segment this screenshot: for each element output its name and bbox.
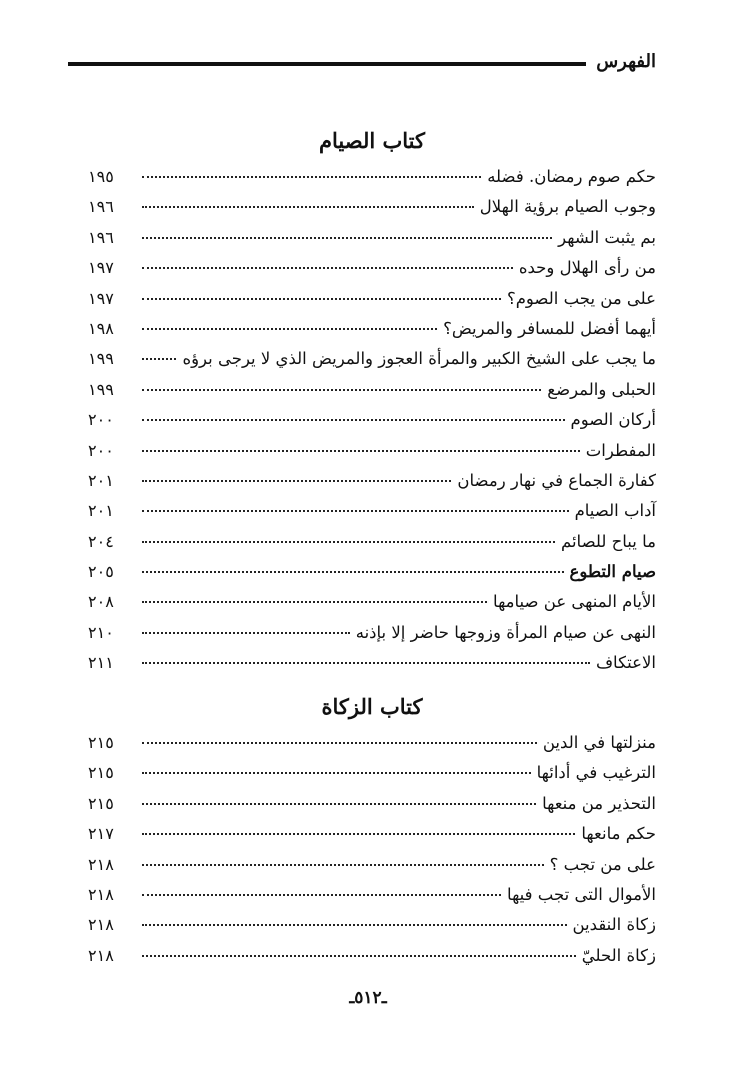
toc-entry-title: زكاة النقدين	[572, 915, 656, 935]
toc-entry	[88, 284, 656, 314]
toc-entry-page: ٢١٠	[88, 622, 114, 642]
section-title: كتاب الزكاة	[321, 694, 423, 719]
header-title: الفهرس	[596, 50, 656, 72]
dot-leader	[142, 632, 350, 634]
toc-entry-title: أركان الصوم	[570, 410, 656, 430]
dot-leader	[142, 803, 536, 805]
dot-leader	[142, 450, 580, 452]
section-kitab-al-zakat	[88, 690, 656, 971]
toc-entry-page: ١٩٧	[88, 258, 114, 278]
toc-entry-page: ١٩٦	[88, 197, 114, 217]
dot-leader	[142, 389, 541, 391]
toc-entry-title: بم يثبت الشهر	[558, 227, 656, 247]
toc-entry-page: ٢١٧	[88, 824, 114, 844]
toc-entry-page: ١٩٩	[88, 379, 114, 399]
dot-leader	[142, 328, 437, 330]
dot-leader	[142, 176, 481, 178]
toc-entry	[88, 162, 656, 192]
toc-entry	[88, 253, 656, 283]
toc-entry-title: آداب الصيام	[574, 501, 656, 521]
toc-entry-title: من رأى الهلال وحده	[518, 258, 656, 278]
toc-entry	[88, 587, 656, 617]
section-kitab-al-siyam	[88, 124, 656, 679]
page-header	[68, 46, 656, 76]
toc-entry-page: ١٩٨	[88, 318, 114, 338]
dot-leader	[142, 571, 564, 573]
toc-entry-page: ٢١٥	[88, 733, 114, 752]
toc-entry	[88, 405, 656, 435]
dot-leader	[142, 237, 552, 239]
toc-entry-page: ٢١١	[88, 653, 114, 673]
dot-leader	[142, 267, 513, 269]
toc-entry	[88, 910, 656, 940]
toc-entry-page: ١٩٦	[88, 227, 114, 247]
header-rule	[68, 62, 586, 66]
toc-entry-page: ٢١٥	[88, 793, 114, 813]
dot-leader	[142, 206, 474, 208]
dot-leader	[142, 480, 451, 482]
toc-entry-title: ما يجب على الشيخ الكبير والمرأة العجوز والمريض الذي لا يرجى برؤه	[182, 349, 656, 369]
toc-entry	[88, 192, 656, 222]
toc-entry-page: ١٩٧	[88, 288, 114, 308]
toc-entry	[88, 789, 656, 819]
toc-entry-title: زكاة الحليّ	[581, 945, 656, 965]
toc-entry-title: التحذير من منعها	[542, 793, 656, 813]
dot-leader	[142, 742, 537, 744]
dot-leader	[142, 541, 555, 543]
toc-entry-title: وجوب الصيام برؤية الهلال	[479, 197, 656, 217]
toc-entry	[88, 880, 656, 910]
toc-entry-title: على من تجب ؟	[549, 854, 656, 874]
toc-entries	[88, 162, 656, 679]
toc-entry	[88, 941, 656, 971]
toc-entry	[88, 375, 656, 405]
section-title: كتاب الصيام	[319, 128, 425, 153]
toc-entry-page: ٢٠٠	[88, 410, 114, 430]
toc-entry-title: أيهما أفضل للمسافر والمريض؟	[443, 318, 656, 338]
dot-leader	[142, 510, 569, 512]
toc-entry-page: ٢١٨	[88, 854, 114, 874]
toc-entry-title: منزلتها في الدين	[542, 733, 656, 752]
toc-entries	[88, 728, 656, 971]
toc-entry	[88, 557, 656, 587]
dot-leader	[142, 924, 567, 926]
toc-entry-page: ٢٠١	[88, 501, 114, 521]
toc-entry-title: كفارة الجماع في نهار رمضان	[457, 470, 656, 490]
page-number: ـ٥١٢ـ	[349, 988, 387, 1008]
dot-leader	[142, 662, 590, 664]
toc-entry-title: الحبلى والمرضع	[547, 379, 656, 399]
toc-entry	[88, 527, 656, 557]
dot-leader	[142, 601, 487, 603]
toc-entry-title: على من يجب الصوم؟	[506, 288, 656, 308]
toc-entry-page: ١٩٩	[88, 349, 114, 369]
toc-entry-page: ٢١٨	[88, 884, 114, 904]
dot-leader	[142, 955, 576, 957]
toc-entry-page: ٢١٨	[88, 915, 114, 935]
toc-entry-title: المفطرات	[585, 440, 656, 460]
toc-entry-page: ٢٠١	[88, 470, 114, 490]
toc-entry-title: صيام التطوع	[569, 562, 656, 582]
toc-entry	[88, 466, 656, 496]
toc-entry-title: ما يباح للصائم	[560, 531, 656, 551]
toc-entry-title: الأيام المنهى عن صيامها	[493, 592, 656, 612]
toc-entry-title: الأموال التى تجب فيها	[507, 884, 656, 904]
toc-entry-page: ٢٠٥	[88, 562, 114, 582]
dot-leader	[142, 298, 501, 300]
dot-leader	[142, 864, 544, 866]
toc-entry-title: حكم مانعها	[581, 824, 656, 844]
toc-entry	[88, 436, 656, 466]
toc-entry-page: ٢١٥	[88, 763, 114, 783]
toc-entry-title: الاعتكاف	[595, 653, 656, 673]
dot-leader	[142, 894, 501, 896]
toc-entry-page: ١٩٥	[88, 167, 114, 186]
toc-entry-title: النهى عن صيام المرأة وزوجها حاضر إلا بإذنه	[355, 622, 656, 642]
toc-entry	[88, 618, 656, 648]
toc-entry	[88, 496, 656, 526]
toc-entry	[88, 819, 656, 849]
toc-entry	[88, 758, 656, 788]
toc-entry	[88, 223, 656, 253]
toc-entry	[88, 344, 656, 374]
toc-entry	[88, 850, 656, 880]
toc-entry-page: ٢٠٤	[88, 531, 114, 551]
toc-entry-title: الترغيب في أدائها	[536, 763, 656, 783]
dot-leader	[142, 772, 531, 774]
toc-entry	[88, 314, 656, 344]
toc-entry	[88, 728, 656, 758]
toc-entry-title: حكم صوم رمضان. فضله	[487, 167, 656, 186]
toc-entry	[88, 648, 656, 678]
toc-entry-page: ٢١٨	[88, 945, 114, 965]
toc-entry-page: ٢٠٨	[88, 592, 114, 612]
toc-entry-page: ٢٠٠	[88, 440, 114, 460]
dot-leader	[142, 419, 565, 421]
dot-leader	[142, 358, 176, 360]
dot-leader	[142, 833, 575, 835]
